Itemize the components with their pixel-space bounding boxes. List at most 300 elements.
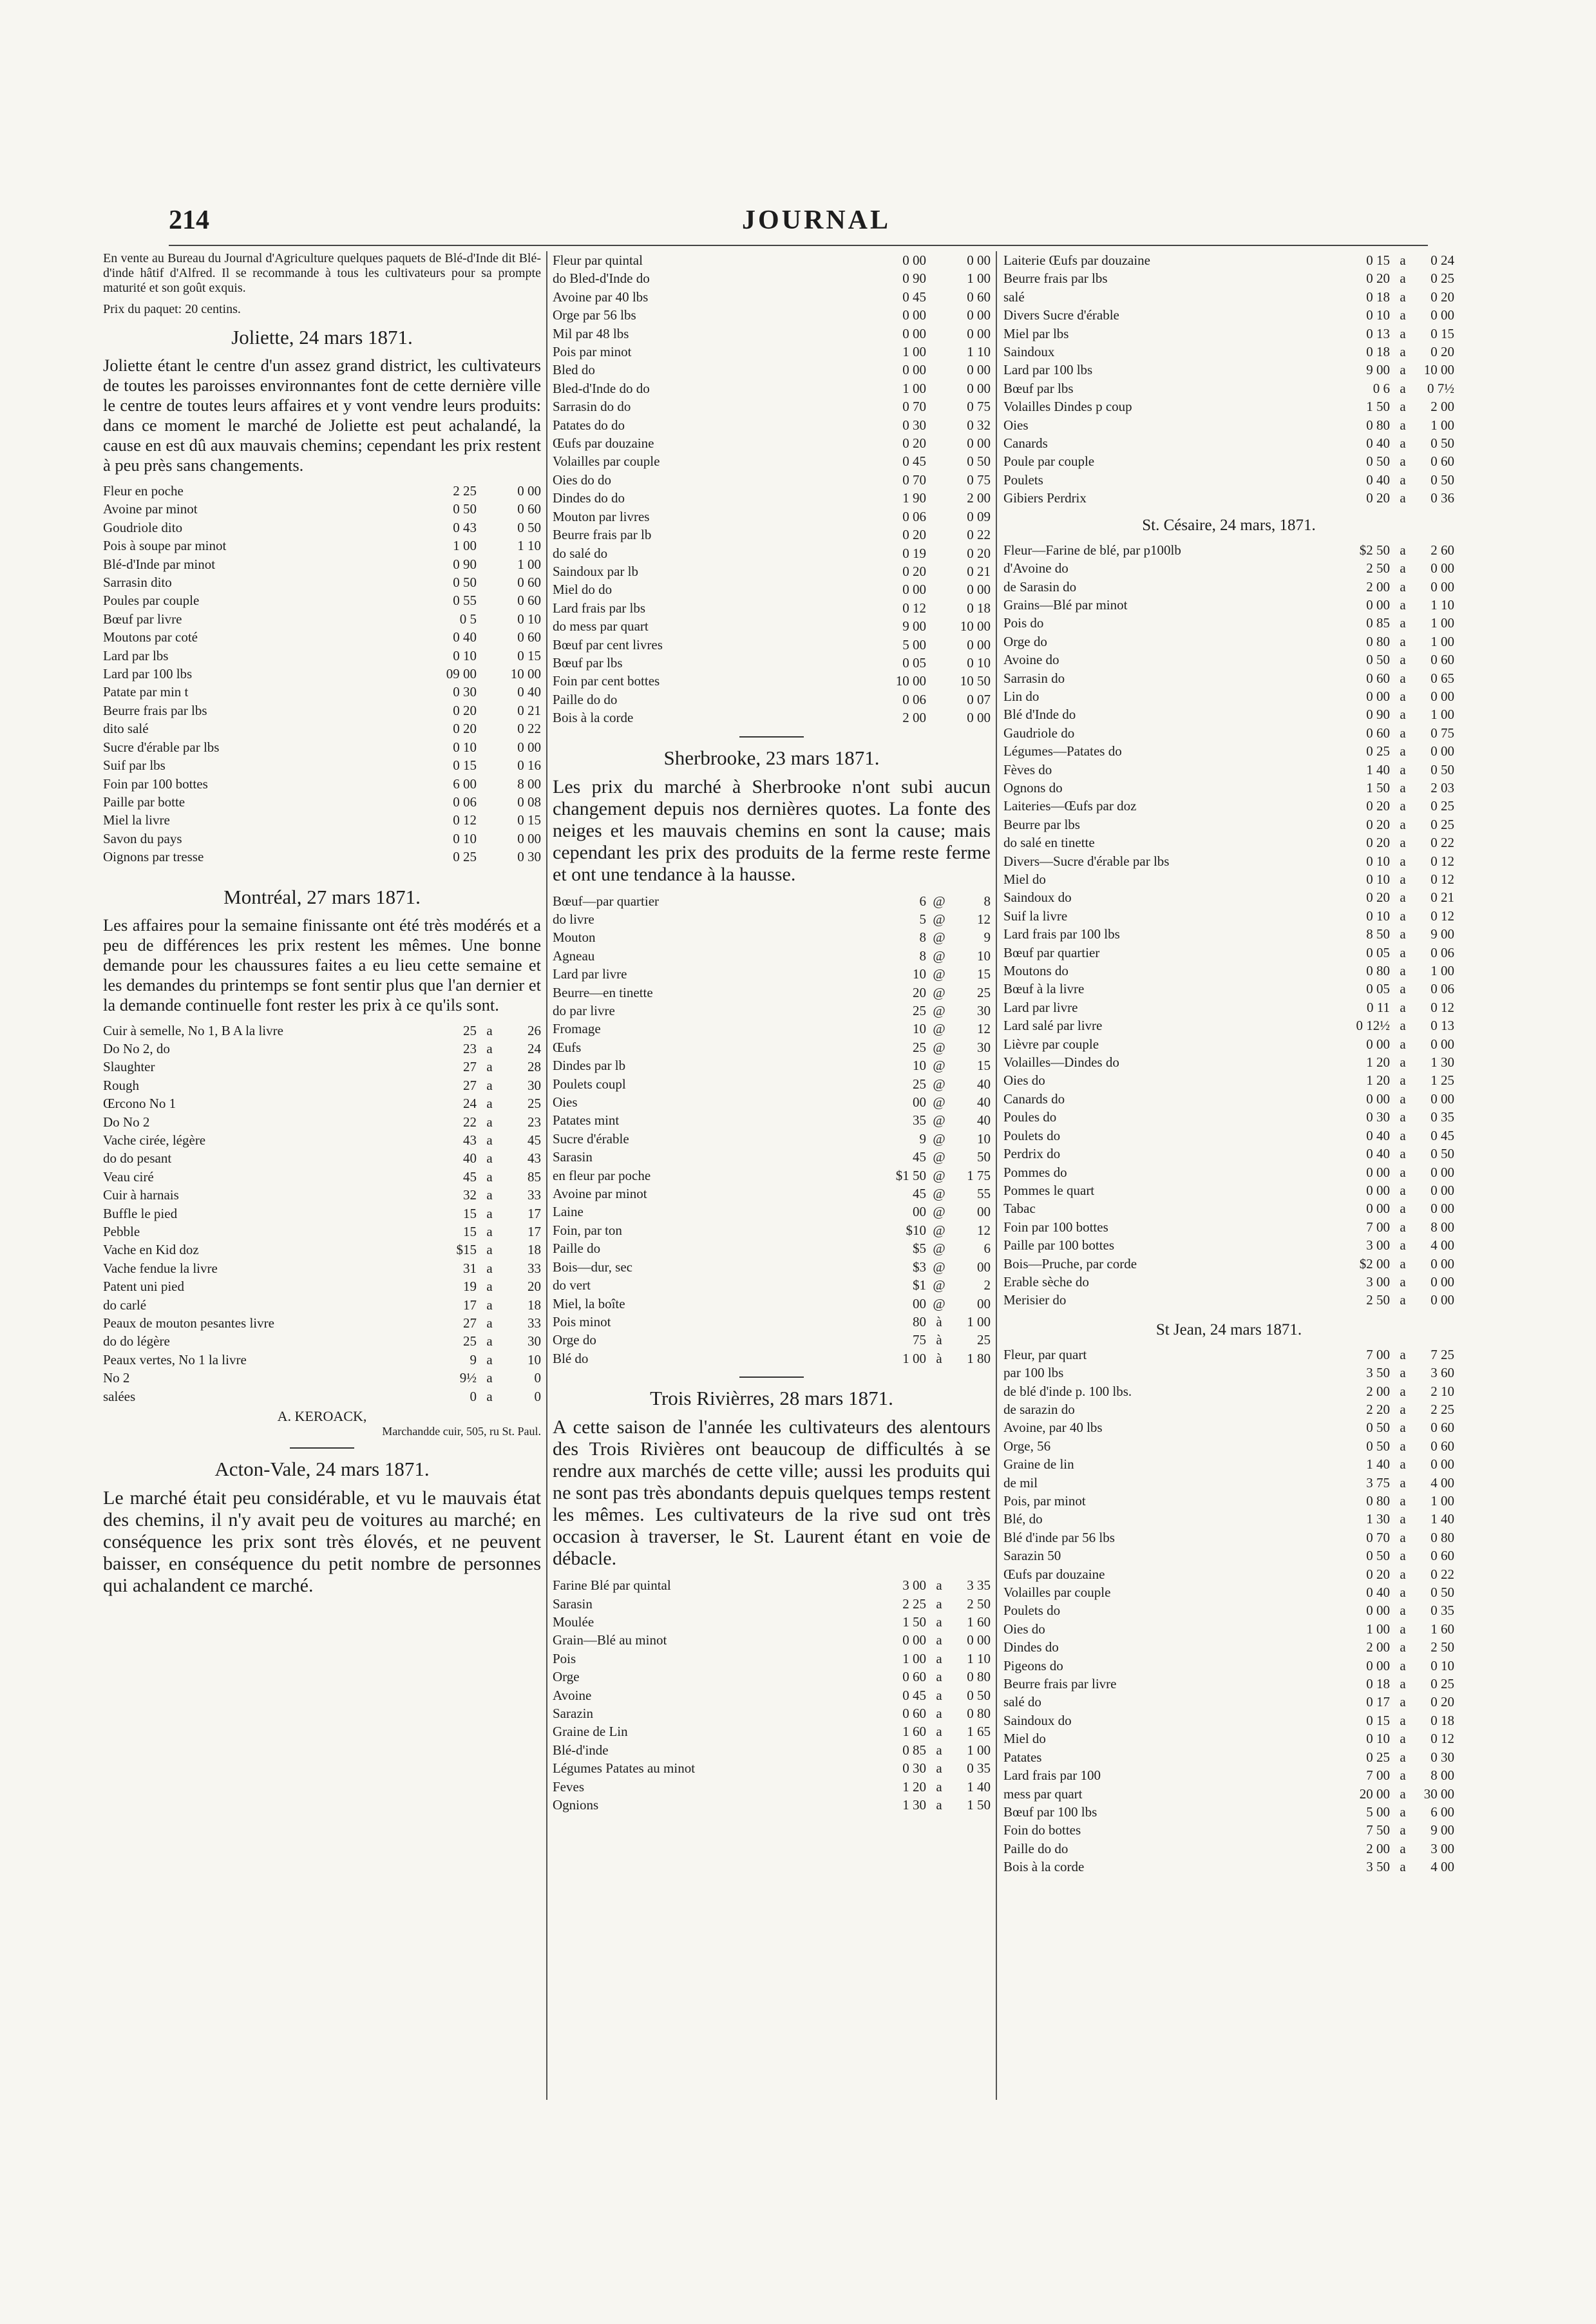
price-high: 0 00 <box>1430 688 1454 704</box>
price-high: 6 <box>983 1241 991 1257</box>
price-low: 0 10 <box>453 830 477 846</box>
price-separator <box>477 647 502 665</box>
price-low: 25 <box>913 1003 926 1018</box>
price-item-label: de Sarasin do <box>1003 578 1077 595</box>
price-high: 0 00 <box>1430 307 1454 323</box>
price-row <box>1003 489 1454 507</box>
price-low: 0 50 <box>1366 1438 1390 1454</box>
price-low: $2 00 <box>1359 1255 1390 1272</box>
st-cesaire-heading: St. Césaire, 24 mars, 1871. <box>1142 516 1316 534</box>
price-low: 20 <box>913 984 926 1000</box>
price-low: 0 45 <box>902 1687 926 1703</box>
price-row <box>553 984 991 1002</box>
price-item-label: Bled do <box>553 362 595 378</box>
price-item-label: Poules do <box>1003 1109 1057 1125</box>
price-low: 0 11 <box>1367 999 1390 1015</box>
price-low: 0 20 <box>902 435 926 452</box>
price-row <box>1003 416 1454 434</box>
price-row <box>103 756 541 774</box>
price-low: 3 00 <box>902 1577 926 1594</box>
price-low: 0 00 <box>1366 1603 1390 1619</box>
price-high: 12 <box>977 1222 991 1238</box>
price-item-label: Beurre—en tinette <box>553 984 653 1000</box>
price-item-label: Vache en Kid doz <box>103 1242 199 1258</box>
price-separator: a <box>1400 1712 1406 1728</box>
price-item-label: Beurre par lbs <box>1003 816 1080 832</box>
price-separator: a <box>936 1595 942 1612</box>
price-high: 8 <box>983 893 991 909</box>
price-separator: @ <box>933 1021 945 1037</box>
price-low: 0 50 <box>1366 453 1390 470</box>
price-high: 1 00 <box>967 271 991 287</box>
price-separator: a <box>1400 670 1406 686</box>
price-low: 25 <box>463 1022 477 1038</box>
price-low: 1 30 <box>1366 1511 1390 1527</box>
price-high: 0 00 <box>967 710 991 726</box>
price-low: 0 12 <box>902 600 926 616</box>
price-high: 25 <box>527 1096 541 1112</box>
price-high: 30 <box>527 1077 541 1093</box>
journal-title: JOURNAL <box>742 205 891 235</box>
price-row <box>103 610 541 628</box>
price-row <box>1003 1766 1454 1784</box>
price-high: 85 <box>527 1168 541 1185</box>
price-item-label: Farine Blé par quintal <box>553 1577 671 1594</box>
price-item-label: Ognions <box>553 1797 599 1813</box>
price-high: 0 00 <box>517 830 541 846</box>
montreal-heading: Montréal, 27 mars 1871. <box>223 885 421 908</box>
price-high: 45 <box>527 1132 541 1148</box>
price-item-label: Lard par 100 lbs <box>103 666 193 682</box>
price-row <box>103 647 541 665</box>
price-high: 1 10 <box>517 538 541 554</box>
price-item-label: Goudriole dito <box>103 519 183 535</box>
st-cesaire-price-table <box>1003 541 1454 1310</box>
montreal-report: Les affaires pour la semaine finissante ont été très modérés et a peu de différences les prix restent les mêmes. Une bonne demande pour les chaussures faites a eu lieu cette semaine et les demandes du printemps se font sentir plus que l'an dernier et la demande continuelle font rester les prix à ce qu'ils sont. <box>103 915 541 1014</box>
price-low: 1 40 <box>1366 761 1390 777</box>
price-high: 0 06 <box>1430 981 1454 997</box>
price-item-label: Bois—dur, sec <box>553 1259 632 1275</box>
price-low: 0 00 <box>1366 1091 1390 1107</box>
price-low: 0 90 <box>1366 707 1390 723</box>
price-high: 0 00 <box>967 582 991 598</box>
price-separator: a <box>486 1279 493 1295</box>
price-low: 0 25 <box>1366 743 1390 759</box>
price-low: 0 90 <box>453 556 477 572</box>
price-row <box>1003 1529 1454 1547</box>
price-separator: a <box>1400 344 1406 360</box>
price-high: 1 00 <box>967 1313 991 1329</box>
price-low: 7 00 <box>1366 1767 1390 1784</box>
price-separator: @ <box>933 1058 945 1074</box>
price-row <box>553 965 991 983</box>
price-item-label: do Bled-d'Inde do <box>553 271 650 287</box>
price-item-label: Poulets do <box>1003 1127 1061 1143</box>
price-item-label: Avoine par minot <box>103 501 198 517</box>
price-item-label: Œufs par douzaine <box>1003 1566 1105 1582</box>
price-high: 0 20 <box>967 545 991 561</box>
price-item-label: Lard par 100 lbs <box>1003 362 1093 378</box>
price-high: 0 21 <box>967 563 991 579</box>
price-separator: a <box>1400 853 1406 869</box>
price-row <box>1003 1565 1454 1583</box>
price-high: 30 <box>527 1333 541 1349</box>
price-item-label: Bœuf par cent livres <box>553 636 663 652</box>
price-separator <box>926 562 952 580</box>
price-separator: a <box>1400 1657 1406 1673</box>
price-row <box>103 500 541 518</box>
price-high: 1 00 <box>1430 707 1454 723</box>
price-high: 2 <box>983 1277 991 1293</box>
price-item-label: salé do <box>1003 1694 1041 1710</box>
price-low: 0 43 <box>453 519 477 535</box>
price-row <box>103 701 541 719</box>
price-row <box>553 1111 991 1129</box>
price-item-label: Sarasin <box>553 1595 593 1612</box>
price-item-label: Avoine par minot <box>553 1186 647 1202</box>
price-row <box>103 1314 541 1332</box>
price-row <box>1003 1291 1454 1309</box>
price-high: 10 <box>527 1351 541 1367</box>
price-high: 0 35 <box>1430 1603 1454 1619</box>
price-item-label: Avoine <box>553 1687 592 1703</box>
price-high: 0 60 <box>1430 1548 1454 1564</box>
price-separator: a <box>1400 453 1406 470</box>
price-item-label: Poulets do <box>1003 1603 1061 1619</box>
price-low: 1 50 <box>1366 399 1390 415</box>
price-separator: a <box>1400 1036 1406 1052</box>
price-high: 0 00 <box>967 325 991 341</box>
price-low: 0 50 <box>1366 1420 1390 1436</box>
page-number: 214 <box>169 205 209 235</box>
price-separator: a <box>486 1114 493 1130</box>
price-item-label: Foin do bottes <box>1003 1822 1081 1838</box>
price-separator: a <box>486 1059 493 1075</box>
price-high: 10 00 <box>1423 362 1454 378</box>
price-separator: a <box>1400 1237 1406 1253</box>
price-row <box>1003 1803 1454 1821</box>
price-separator: a <box>1400 380 1406 396</box>
price-separator: @ <box>933 1204 945 1220</box>
price-high: 1 10 <box>1430 596 1454 613</box>
price-low: 0 19 <box>902 545 926 561</box>
price-separator: a <box>486 1096 493 1112</box>
price-row <box>553 251 991 269</box>
price-separator: a <box>1400 1767 1406 1784</box>
price-low: 0 10 <box>453 739 477 755</box>
price-row <box>553 1796 991 1814</box>
price-item-label: Cuir à semelle, No 1, B A la livre <box>103 1022 283 1038</box>
price-separator: @ <box>933 1259 945 1275</box>
price-row <box>103 537 541 555</box>
price-row <box>1003 1601 1454 1619</box>
price-high: 55 <box>977 1186 991 1202</box>
trois-rivieres-price-table <box>553 1576 991 1814</box>
price-item-label: Oies do <box>1003 1072 1045 1089</box>
trois-rivieres-price-table-cont <box>1003 251 1454 508</box>
price-row <box>553 1349 991 1367</box>
price-item-label: Gaudriole do <box>1003 725 1075 741</box>
price-item-label: Bois à la corde <box>553 710 634 726</box>
price-row <box>103 1332 541 1350</box>
advertisement: En vente au Bureau du Journal d'Agriculture quelques paquets de Blé-d'Inde dit Blé-d'inde hâtif d'Alfred. Il se recommande à tous les cultivateurs pour sa prompte maturité et son goût exquis. <box>103 251 541 295</box>
price-row <box>1003 761 1454 779</box>
price-item-label: do salé en tinette <box>1003 835 1095 851</box>
price-separator <box>926 471 952 489</box>
price-separator: @ <box>933 1076 945 1092</box>
price-low: 2 00 <box>902 710 926 726</box>
price-row <box>1003 1492 1454 1510</box>
price-high: 10 00 <box>510 666 541 682</box>
price-separator: a <box>1400 688 1406 704</box>
price-item-label: Bœuf par livre <box>103 611 182 627</box>
price-row <box>1003 1199 1454 1217</box>
price-high: 33 <box>527 1315 541 1331</box>
price-row <box>1003 1090 1454 1108</box>
price-separator: a <box>486 1224 493 1239</box>
price-item-label: dito salé <box>103 721 149 737</box>
price-separator: a <box>1400 1621 1406 1637</box>
price-low: 1 60 <box>902 1724 926 1740</box>
price-high: 0 00 <box>967 636 991 652</box>
price-high: 0 80 <box>1430 1529 1454 1545</box>
price-low: 0 10 <box>1366 853 1390 869</box>
price-separator <box>477 665 502 683</box>
price-item-label: Peaux de mouton pesantes livre <box>103 1315 274 1331</box>
price-high: 0 75 <box>1430 725 1454 741</box>
price-item-label: Avoine do <box>1003 652 1059 668</box>
price-row <box>1003 633 1454 651</box>
price-high: 2 03 <box>1430 779 1454 795</box>
price-separator: a <box>1400 1091 1406 1107</box>
price-item-label: Slaughter <box>103 1059 155 1075</box>
price-low: 0 20 <box>902 527 926 543</box>
price-separator: a <box>936 1797 942 1813</box>
price-separator: @ <box>933 984 945 1000</box>
price-high: 00 <box>977 1295 991 1311</box>
price-separator <box>926 251 952 269</box>
price-high: 20 <box>527 1279 541 1295</box>
price-separator: a <box>1400 1786 1406 1802</box>
price-item-label: Volailles par couple <box>553 453 660 470</box>
price-row <box>553 343 991 361</box>
price-high: 0 60 <box>517 629 541 645</box>
price-item-label: Veau ciré <box>103 1168 154 1185</box>
price-high: 0 00 <box>967 1632 991 1648</box>
price-item-label: Fleur par quintal <box>553 252 643 268</box>
price-low: 0 15 <box>1366 1712 1390 1728</box>
price-row <box>103 1131 541 1149</box>
montreal-leather-table <box>103 1022 541 1406</box>
price-low: 1 30 <box>902 1797 926 1813</box>
price-item-label: Légumes—Patates do <box>1003 743 1122 759</box>
price-high: 0 50 <box>517 519 541 535</box>
price-low: 0 85 <box>902 1742 926 1758</box>
price-low: 45 <box>913 1186 926 1202</box>
price-row <box>553 1167 991 1185</box>
price-high: 0 12 <box>1430 908 1454 924</box>
price-high: 8 00 <box>517 776 541 792</box>
price-high: 0 00 <box>967 380 991 396</box>
price-row <box>553 1778 991 1796</box>
price-high: 33 <box>527 1260 541 1276</box>
price-row <box>1003 1145 1454 1163</box>
price-high: 0 00 <box>517 483 541 499</box>
price-separator: a <box>936 1577 942 1594</box>
price-separator: a <box>1400 1292 1406 1308</box>
price-item-label: Pois à soupe par minot <box>103 538 227 554</box>
price-row <box>1003 1675 1454 1693</box>
price-row <box>553 452 991 470</box>
price-separator: a <box>1400 1164 1406 1180</box>
price-high: 0 22 <box>967 527 991 543</box>
price-separator: a <box>1400 1456 1406 1472</box>
price-row <box>103 1094 541 1112</box>
price-item-label: Bœuf par 100 lbs <box>1003 1804 1097 1820</box>
price-item-label: Patent uni pied <box>103 1279 184 1295</box>
price-row <box>103 811 541 829</box>
price-high: 0 30 <box>1430 1749 1454 1765</box>
price-low: 0 00 <box>902 252 926 268</box>
price-item-label: Poules par couple <box>103 593 200 609</box>
price-item-label: Erable sèche do <box>1003 1273 1089 1290</box>
price-separator: a <box>1400 944 1406 960</box>
price-separator: @ <box>933 1130 945 1147</box>
price-low: 0 20 <box>1366 798 1390 814</box>
price-high: 28 <box>527 1059 541 1075</box>
price-high: 0 00 <box>1430 1255 1454 1272</box>
price-low: 0 15 <box>1366 252 1390 268</box>
price-item-label: Miel do do <box>553 582 613 598</box>
price-item-label: Oies do do <box>553 471 611 488</box>
price-item-label: Paille do do <box>553 691 618 707</box>
price-low: 0 20 <box>453 702 477 718</box>
price-row <box>1003 980 1454 998</box>
price-high: 0 07 <box>967 691 991 707</box>
price-row <box>1003 870 1454 888</box>
price-item-label: Fromage <box>553 1021 601 1037</box>
price-high: 0 09 <box>967 508 991 524</box>
price-low: 0 6 <box>1373 380 1390 396</box>
price-item-label: Bœuf à la livre <box>1003 981 1085 997</box>
price-row <box>553 1650 991 1668</box>
price-separator <box>926 580 952 598</box>
price-separator: @ <box>933 1167 945 1183</box>
price-separator: a <box>936 1632 942 1648</box>
price-separator: a <box>936 1742 942 1758</box>
price-row <box>1003 1437 1454 1455</box>
price-row <box>1003 1181 1454 1199</box>
price-separator: a <box>1400 1420 1406 1436</box>
price-item-label: Cuir à harnais <box>103 1187 179 1203</box>
price-high: 0 60 <box>967 289 991 305</box>
price-low: 0 60 <box>1366 670 1390 686</box>
price-row <box>1003 1108 1454 1126</box>
price-item-label: Poulets <box>1003 471 1043 488</box>
price-separator: a <box>1400 1255 1406 1272</box>
price-row <box>553 489 991 507</box>
price-item-label: Lin do <box>1003 688 1040 704</box>
price-item-label: Saindoux do <box>1003 1712 1072 1728</box>
column-middle <box>553 251 991 1814</box>
price-item-label: Oies <box>1003 417 1029 433</box>
price-low: 0 00 <box>902 325 926 341</box>
price-separator: a <box>936 1687 942 1703</box>
price-item-label: Oies do <box>1003 1621 1045 1637</box>
price-row <box>553 691 991 709</box>
price-item-label: Lard salé par livre <box>1003 1018 1103 1034</box>
price-row <box>103 1149 541 1167</box>
price-high: 0 60 <box>1430 453 1454 470</box>
price-separator: @ <box>933 893 945 909</box>
price-item-label: Paille do <box>553 1241 601 1257</box>
price-item-label: Orge do <box>1003 633 1047 649</box>
price-row <box>553 1148 991 1166</box>
price-low: 0 <box>470 1388 477 1404</box>
price-separator: a <box>486 1168 493 1185</box>
price-row <box>553 1239 991 1257</box>
price-low: 3 00 <box>1366 1237 1390 1253</box>
price-item-label: Volailles Dindes p coup <box>1003 399 1132 415</box>
price-separator: a <box>1400 362 1406 378</box>
price-high: 10 00 <box>960 618 991 634</box>
price-high: 1 00 <box>1430 615 1454 631</box>
price-low: 1 40 <box>1366 1456 1390 1472</box>
price-high: 30 00 <box>1423 1786 1454 1802</box>
price-low: 1 00 <box>453 538 477 554</box>
price-row <box>1003 779 1454 797</box>
price-low: 0 40 <box>1366 1127 1390 1143</box>
price-row <box>1003 306 1454 324</box>
price-high: 0 21 <box>1430 890 1454 906</box>
price-row <box>1003 815 1454 833</box>
price-row <box>553 361 991 379</box>
price-item-label: Agneau <box>553 948 595 964</box>
price-row <box>1003 1071 1454 1089</box>
price-low: 35 <box>913 1112 926 1129</box>
price-item-label: Bois à la corde <box>1003 1859 1085 1875</box>
price-separator: a <box>1400 1804 1406 1820</box>
price-low: 8 <box>919 948 926 964</box>
price-item-label: do do pesant <box>103 1150 172 1167</box>
price-separator: a <box>486 1150 493 1167</box>
price-low: 0 18 <box>1366 1676 1390 1692</box>
price-separator: a <box>1400 471 1406 488</box>
price-separator: a <box>1400 1474 1406 1491</box>
price-item-label: Bœuf par lbs <box>1003 380 1074 396</box>
price-item-label: Poulets coupl <box>553 1076 626 1092</box>
price-item-label: Feves <box>553 1778 584 1795</box>
price-row <box>103 683 541 701</box>
price-separator <box>477 610 502 628</box>
price-high: 0 20 <box>1430 344 1454 360</box>
price-row <box>1003 1035 1454 1053</box>
price-item-label: Buffle le pied <box>103 1205 178 1221</box>
price-separator <box>926 636 952 654</box>
price-row <box>553 1221 991 1239</box>
price-row <box>1003 998 1454 1016</box>
price-row <box>1003 614 1454 632</box>
price-high: 0 00 <box>1430 1201 1454 1217</box>
price-item-label: Sarrasin do do <box>553 399 631 415</box>
price-item-label: Œrcono No 1 <box>103 1096 176 1112</box>
price-separator: a <box>1400 1365 1406 1381</box>
price-low: 0 10 <box>1366 1731 1390 1747</box>
price-low: 0 85 <box>1366 615 1390 631</box>
price-high: 4 00 <box>1430 1237 1454 1253</box>
price-row <box>553 471 991 489</box>
joliette-heading: Joliette, 24 mars 1871. <box>231 326 413 348</box>
